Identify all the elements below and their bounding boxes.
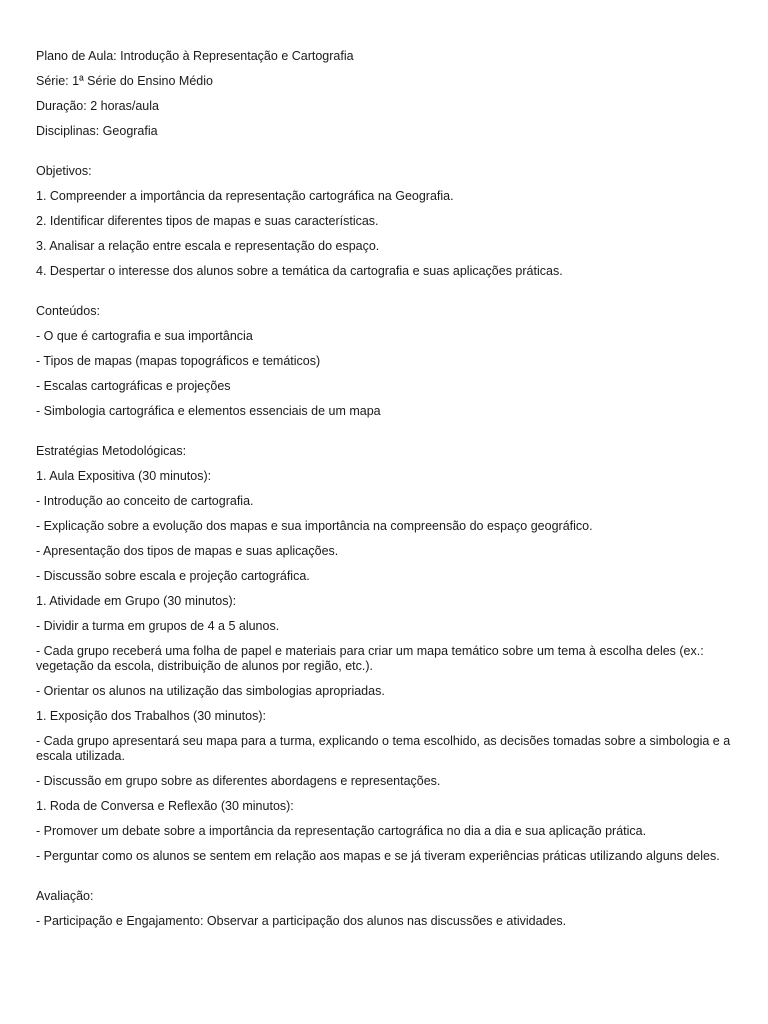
content-item: - Simbologia cartográfica e elementos essenciais de um mapa <box>36 404 381 418</box>
strategy-item: - Apresentação dos tipos de mapas e suas aplicações. <box>36 544 339 558</box>
section-spacer <box>36 874 736 889</box>
strategy-item: - Discussão em grupo sobre as diferentes abordagens e representações. <box>36 774 441 788</box>
content-item: - O que é cartografia e sua importância <box>36 329 253 343</box>
strategy-step-heading: 1. Aula Expositiva (30 minutos): <box>36 469 212 483</box>
strategy-item: - Orientar os alunos na utilização das simbologias apropriadas. <box>36 684 385 698</box>
strategy-step-heading: 1. Atividade em Grupo (30 minutos): <box>36 594 237 608</box>
strategy-item: - Cada grupo receberá uma folha de papel e materiais para criar um mapa temático sobre um tema à escolha deles (ex.: vegetação da escola, distribuição de alunos por região, etc.). <box>36 644 704 673</box>
strategy-item: - Promover um debate sobre a importância da representação cartográfica no dia a dia e sua aplicação prática. <box>36 824 647 838</box>
objective-item: 2. Identificar diferentes tipos de mapas e suas características. <box>36 214 379 228</box>
plan-disciplines: Disciplinas: Geografia <box>36 124 158 138</box>
section-spacer <box>36 289 736 304</box>
plan-title: Plano de Aula: Introdução à Representação e Cartografia <box>36 49 354 63</box>
strategies-heading: Estratégias Metodológicas: <box>36 444 187 458</box>
objective-item: 3. Analisar a relação entre escala e representação do espaço. <box>36 239 380 253</box>
strategy-item: - Dividir a turma em grupos de 4 a 5 alunos. <box>36 619 280 633</box>
objective-item: 4. Despertar o interesse dos alunos sobre a temática da cartografia e suas aplicações práticas. <box>36 264 563 278</box>
section-spacer <box>36 429 736 444</box>
objective-item: 1. Compreender a importância da representação cartográfica na Geografia. <box>36 189 454 203</box>
strategy-item: - Perguntar como os alunos se sentem em relação aos mapas e se já tiveram experiências práticas utilizando alguns deles. <box>36 849 720 863</box>
strategy-step-heading: 1. Roda de Conversa e Reflexão (30 minutos): <box>36 799 294 813</box>
plan-duration: Duração: 2 horas/aula <box>36 99 159 113</box>
content-item: - Tipos de mapas (mapas topográficos e temáticos) <box>36 354 321 368</box>
section-spacer <box>36 149 736 164</box>
strategy-item: - Introdução ao conceito de cartografia. <box>36 494 254 508</box>
plan-series: Série: 1ª Série do Ensino Médio <box>36 74 213 88</box>
strategy-item: - Cada grupo apresentará seu mapa para a turma, explicando o tema escolhido, as decisões tomadas sobre a simbologia e a escala utilizada. <box>36 734 731 763</box>
evaluation-item: - Participação e Engajamento: Observar a participação dos alunos nas discussões e atividades. <box>36 914 567 928</box>
content-item: - Escalas cartográficas e projeções <box>36 379 231 393</box>
objectives-heading: Objetivos: <box>36 164 92 178</box>
lesson-plan-document <box>36 49 736 939</box>
strategy-item: - Explicação sobre a evolução dos mapas e sua importância na compreensão do espaço geográfico. <box>36 519 593 533</box>
strategy-step-heading: 1. Exposição dos Trabalhos (30 minutos): <box>36 709 266 723</box>
contents-heading: Conteúdos: <box>36 304 100 318</box>
strategy-item: - Discussão sobre escala e projeção cartográfica. <box>36 569 310 583</box>
evaluation-heading: Avaliação: <box>36 889 94 903</box>
